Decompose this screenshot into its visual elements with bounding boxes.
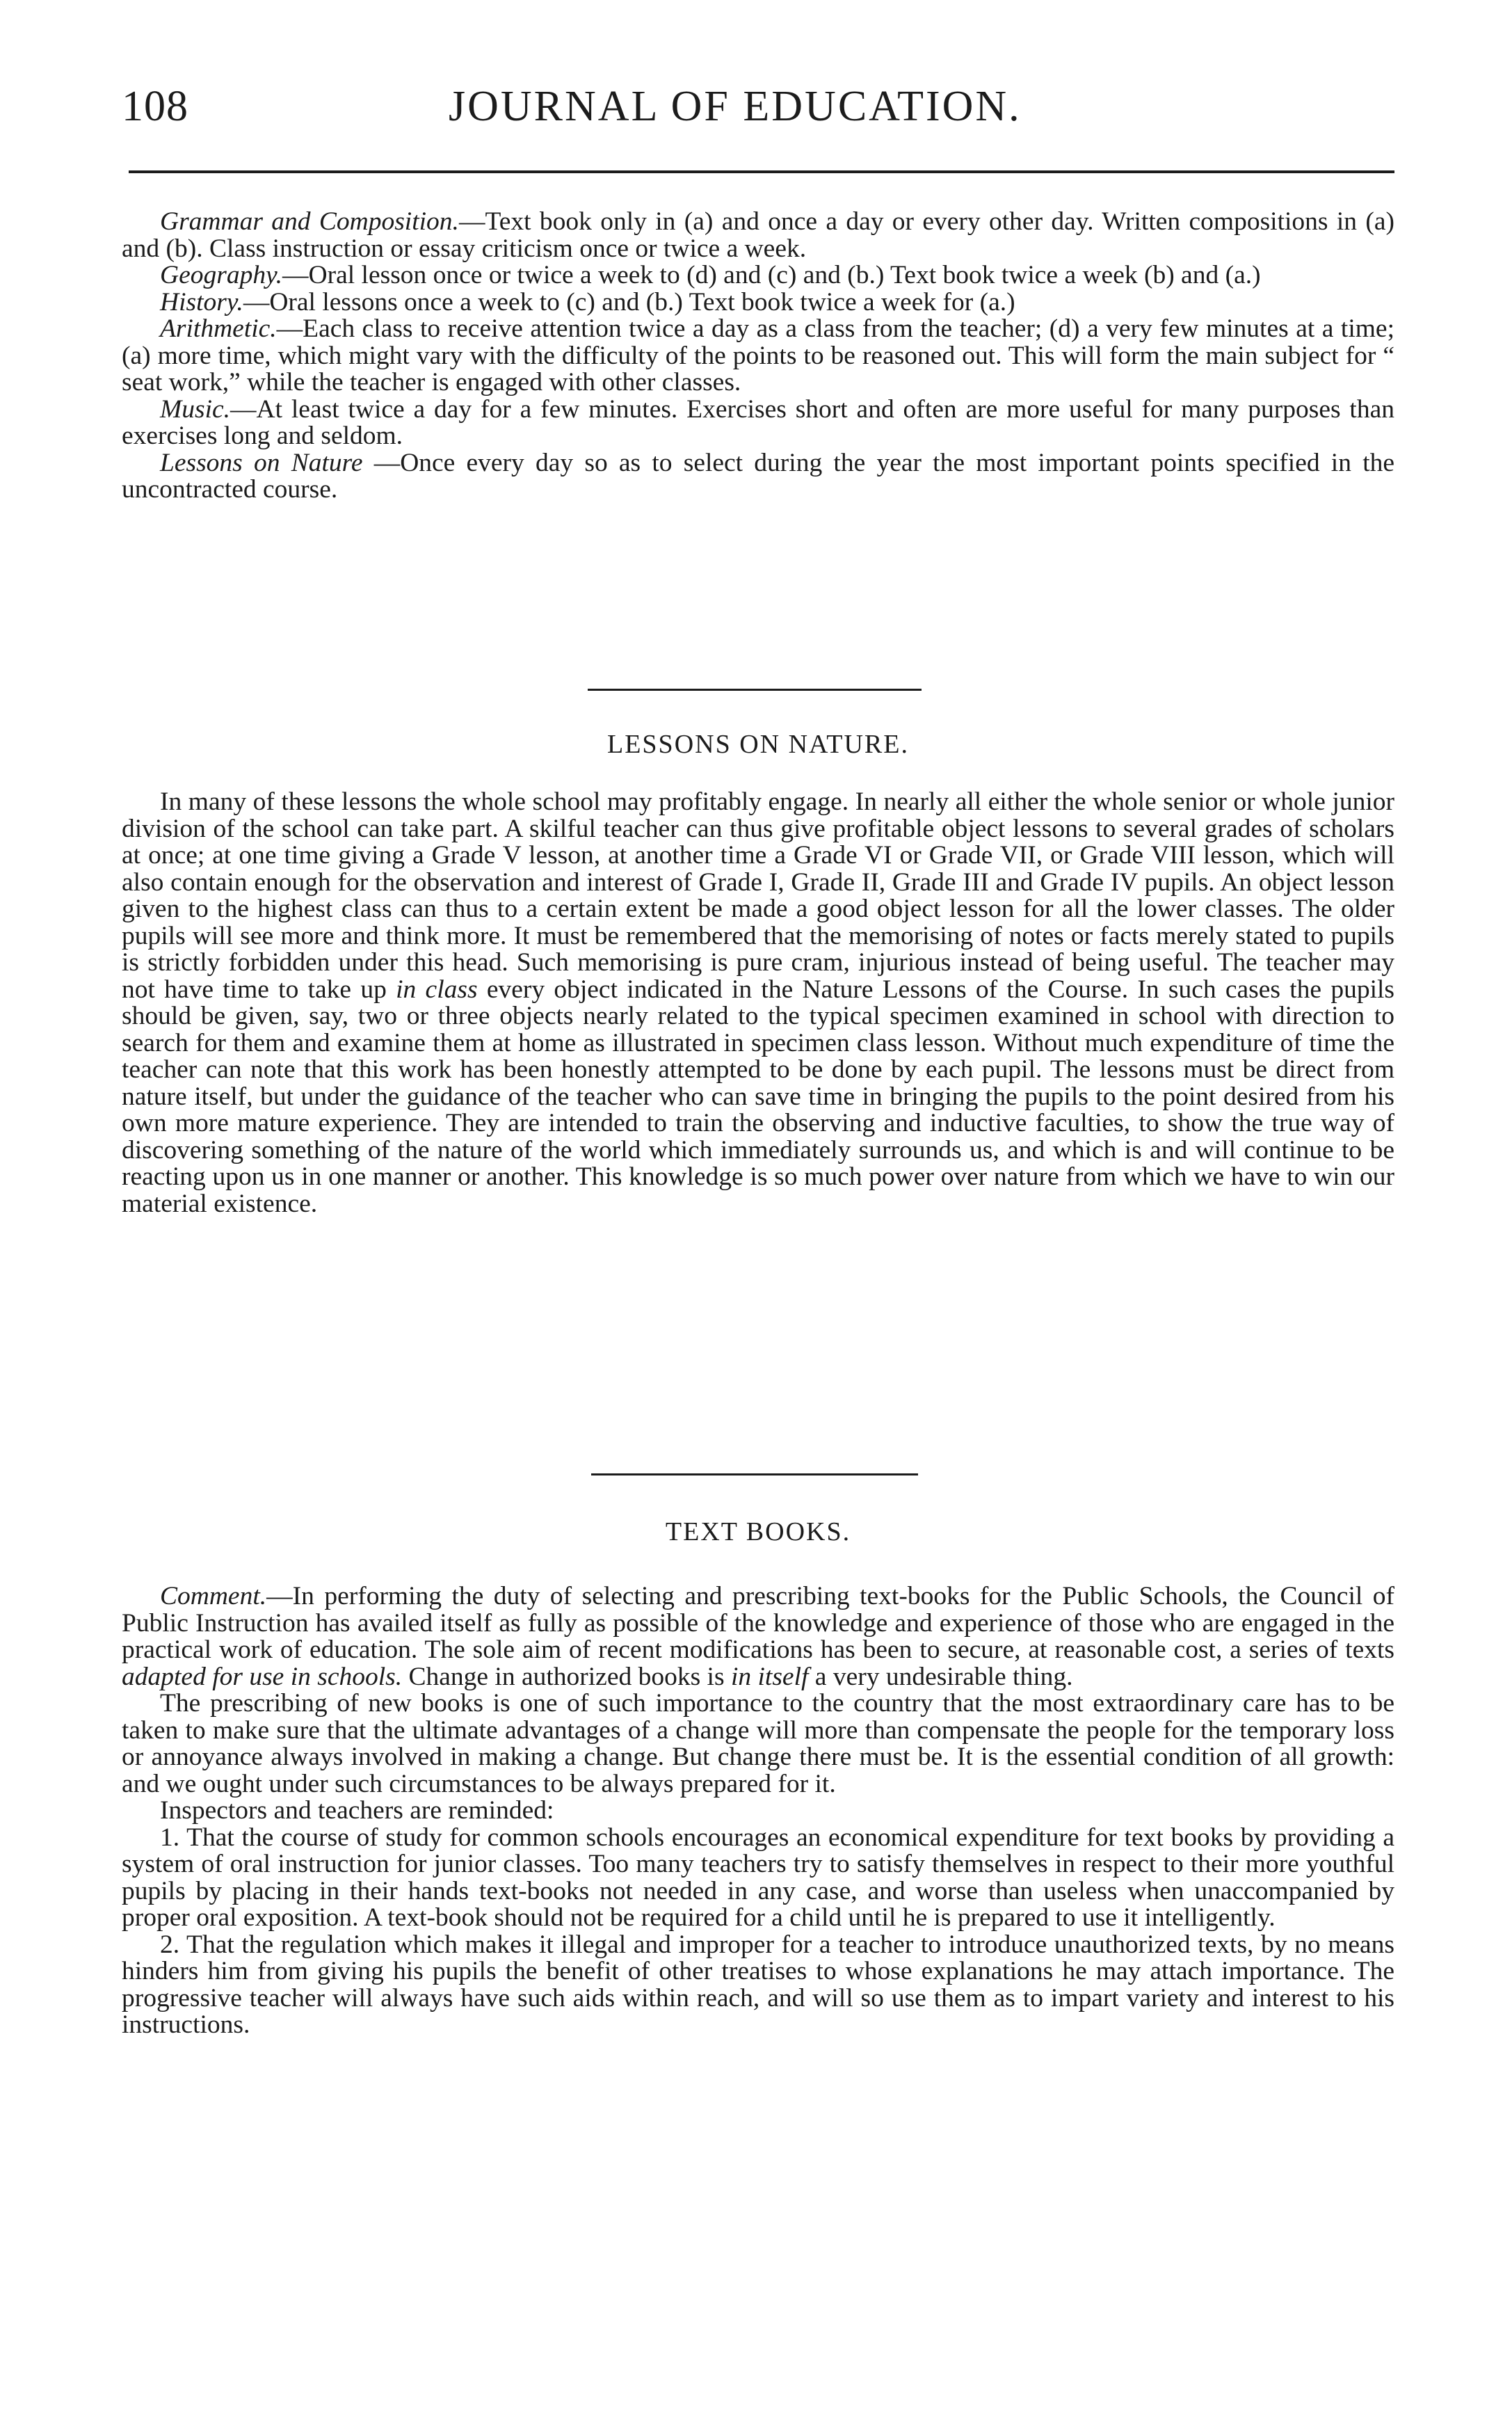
nature-section [122,789,1394,1217]
subject-text: —Oral lessons once a week to (c) and (b.) Text book twice a week for (a.) [243,287,1015,317]
list-item: 1. That the course of study for common schools encourages an economical expenditure for text books by providing a system of oral instruction for junior classes. Too many teachers try to satisfy themselves in respect to their more youthful pupils by placing in their hands text-books not needed in any case, and worse than useless when unaccompanied by proper oral exposition. A text-book should not be required for a child until he is prepared to use it intelligently. [122,1823,1394,1932]
subject-label: Lessons on Nature [160,448,363,477]
comment-label: Comment. [160,1582,267,1610]
schedule-entry-music [122,394,1394,450]
subject-text: —At least twice a day for a few minutes. Exercises short and often are more useful for many purposes than exercises long and seldom. [122,394,1394,450]
subject-label: History. [160,287,243,317]
subject-label: Music. [160,394,231,424]
section-title-nature: LESSONS ON NATURE. [607,730,909,759]
paragraph-text: a very undesirable thing. [808,1662,1073,1691]
schedule-entry-grammar [122,209,1394,262]
subject-label: Geography. [160,261,283,289]
subject-schedule [122,209,1394,504]
subject-label: Arithmetic. [160,314,277,343]
section-title-textbooks: TEXT BOOKS. [665,1517,851,1546]
prescribing-paragraph: The prescribing of new books is one of such importance to the country that the most extraordinary care has to be taken to make sure that the ultimate advantages of a change will more than compensate the people for the temporary loss or annoyance always involved in making a change. But change there must be. It is the essential condition of all growth: and we ought under such circumstances to be always prepared for it. [122,1689,1394,1798]
reminder-line: Inspectors and teachers are reminded: [160,1796,554,1825]
schedule-entry-nature [122,450,1394,504]
page-header [122,82,1394,145]
emphasis-text: adapted for use in schools. [122,1662,403,1691]
subject-text: —Each class to receive attention twice a day as a class from the teacher; (d) a very few minutes at a time; (a) more time, which might vary with the difficulty of the points to be reasoned out. This will form the main subject for “ seat work,” while the teacher is engaged with other classes. [122,314,1394,397]
nature-paragraph [122,789,1394,1217]
section-divider [588,689,922,691]
paragraph-text: —In performing the duty of selecting and prescribing text-books for the Public Schools, the Council of Public Instruction has availed itself as fully as possible of the knowledge and experience of those who are engaged in the practical work of education. The sole aim of recent modifications has been to secure, at reasonable cost, a series of texts [122,1582,1394,1664]
page-number: 108 [122,83,188,130]
comment-paragraph [122,1583,1394,1690]
schedule-entry-geography [122,262,1394,289]
running-title: JOURNAL OF EDUCATION. [449,83,1022,130]
subject-label: Grammar and Composition. [160,207,459,236]
section-divider [591,1473,918,1475]
list-item: 2. That the regulation which makes it illegal and improper for a teacher to introduce unauthorized texts, by no means hinders him from giving his pupils the benefit of other treatises to whose explanations he may attach importance. The progressive teacher will always have such aids within reach, and will so use them as to impart variety and interest to his instructions. [122,1930,1394,2039]
paragraph-text: Change in authorized books is [402,1662,731,1691]
emphasis-text: in class [396,975,478,1004]
textbooks-section [122,1583,1394,2039]
schedule-entry-arithmetic [122,316,1394,397]
paragraph-text: In many of these lessons the whole school may profitably engage. In nearly all either the whole senior or whole junior division of the school can take part. A skilful teacher can thus give profitable object lessons to several grades of scholars at once; at one time giving a Grade V lesson, at another time a Grade VI or Grade VII, or Grade VIII lesson, which will also contain enough for the observation and interest of Grade I, Grade II, Grade III and Grade IV pupils. An object lesson given to the highest class can thus to a certain extent be made a good object lesson for all the lower classes. The older pupils will see more and think more. It must be remembered that the memorising of notes or facts merely stated to pupils is strictly forbidden under this head. Such memorising is pure cram, injurious instead of being useful. The teacher may not have time to take up [122,787,1394,1004]
header-rule [129,170,1394,173]
paragraph-text: every object indicated in the Nature Lessons of the Course. In such cases the pupils should be given, say, two or three objects nearly related to the typical specimen examined in school with direction to search for them and examine them at home as illustrated in specimen class lesson. Without much expenditure of time the teacher can note that this work has been honestly attempted to be done by each pupil. The lessons must be direct from nature itself, but under the guidance of the teacher who can save time in bringing the pupils to the point desired from his own more mature experience. They are intended to train the observing and inductive faculties, to show the true way of discovering something of the nature of the world which immediately surrounds us, and which is and will continue to be reacting upon us in one manner or another. This knowledge is so much power over nature from which we have to win our material existence. [122,975,1395,1218]
subject-text: —Oral lesson once or twice a week to (d) and (c) and (b.) Text book twice a week (b) and (a.) [282,261,1261,289]
schedule-entry-history [122,289,1394,317]
subject-text: —Once every day so as to select during the year the most important points specified in the uncontracted course. [122,448,1395,504]
emphasis-text: in itself [730,1662,809,1691]
subject-text: —Text book only in (a) and once a day or every other day. Written compositions in (a) and (b). Class instruction or essay criticism once or twice a week. [122,207,1395,263]
